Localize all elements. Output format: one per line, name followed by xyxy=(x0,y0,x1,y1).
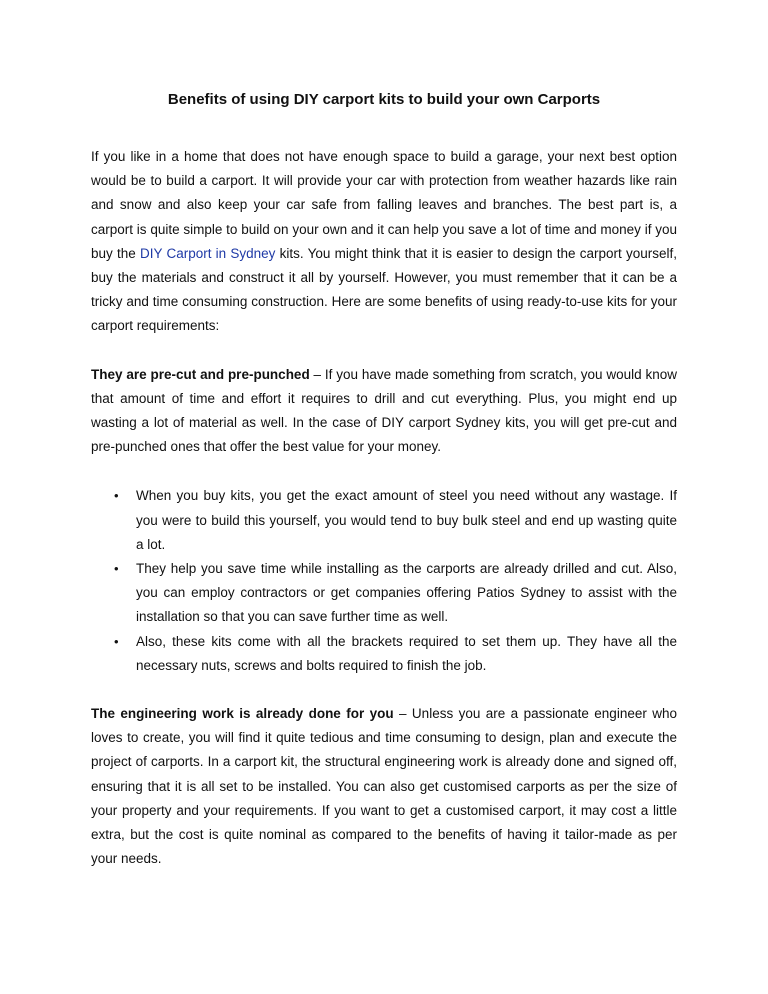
list-item xyxy=(91,630,677,678)
document-body xyxy=(91,145,677,871)
engineering-paragraph xyxy=(91,702,677,871)
list-item-text: They help you save time while installing as the carports are already drilled and cut. Also, you can employ contractors or get companies offering Patios Sydney to assist with the installation so that you can save further time as well. xyxy=(136,561,677,625)
document-title: Benefits of using DIY carport kits to build your own Carports xyxy=(167,91,601,108)
engineering-body: – Unless you are a passionate engineer who loves to create, you will find it quite tedious and time consuming to design, plan and execute the project of carports. In a carport kit, the structural engineering work is already done and signed off, ensuring that it is all set to be installed. You can also get customised carports as per the size of your property and your requirements. If you want to get a customised carport, it may cost a little extra, but the cost is quite nominal as compared to the benefits of having it tailor-made as per your needs. xyxy=(91,706,678,867)
benefits-list xyxy=(91,484,677,678)
bullet-icon: • xyxy=(114,561,119,577)
list-item xyxy=(91,484,677,557)
intro-text-end: kits. You might think that it is easier to design the carport yourself, buy the materials and construct it all by yourself. However, you must remember that it can be a tricky and time consuming construction. Here are some benefits of using ready-to-use kits for your carport requirements: xyxy=(91,245,677,334)
list-item-text: Also, these kits come with all the brackets required to set them up. They have all the necessary nuts, screws and bolts required to finish the job. xyxy=(136,633,677,673)
list-item xyxy=(91,557,677,630)
intro-text-start: If you like in a home that does not have enough space to build a garage, your next best option would be to build a carport. It will provide your car with protection from weather hazards like rain and snow and also keep your car safe from falling leaves and branches. The best part is, a carport is quite simple to build on your own and it can help you save a lot of time and money if you buy the xyxy=(91,149,677,261)
precut-body: – If you have made something from scratch, you would know that amount of time and effort it requires to drill and cut everything. Plus, you might end up wasting a lot of material as well. In the case of DIY carport Sydney kits, you will get pre-cut and pre-punched ones that offer the best value for your money. xyxy=(91,366,677,455)
bullet-icon: • xyxy=(114,633,119,649)
precut-heading: They are pre-cut and pre-punched xyxy=(91,366,310,382)
precut-paragraph xyxy=(91,363,677,460)
diy-carport-sydney-link[interactable]: DIY Carport in Sydney xyxy=(139,245,276,261)
bullet-icon: • xyxy=(114,488,119,504)
list-item-text: When you buy kits, you get the exact amount of steel you need without any wastage. If you were to build this yourself, you would tend to buy bulk steel and end up wasting quite a lot. xyxy=(136,488,677,552)
intro-paragraph xyxy=(91,145,677,339)
engineering-heading: The engineering work is already done for you xyxy=(91,706,394,722)
